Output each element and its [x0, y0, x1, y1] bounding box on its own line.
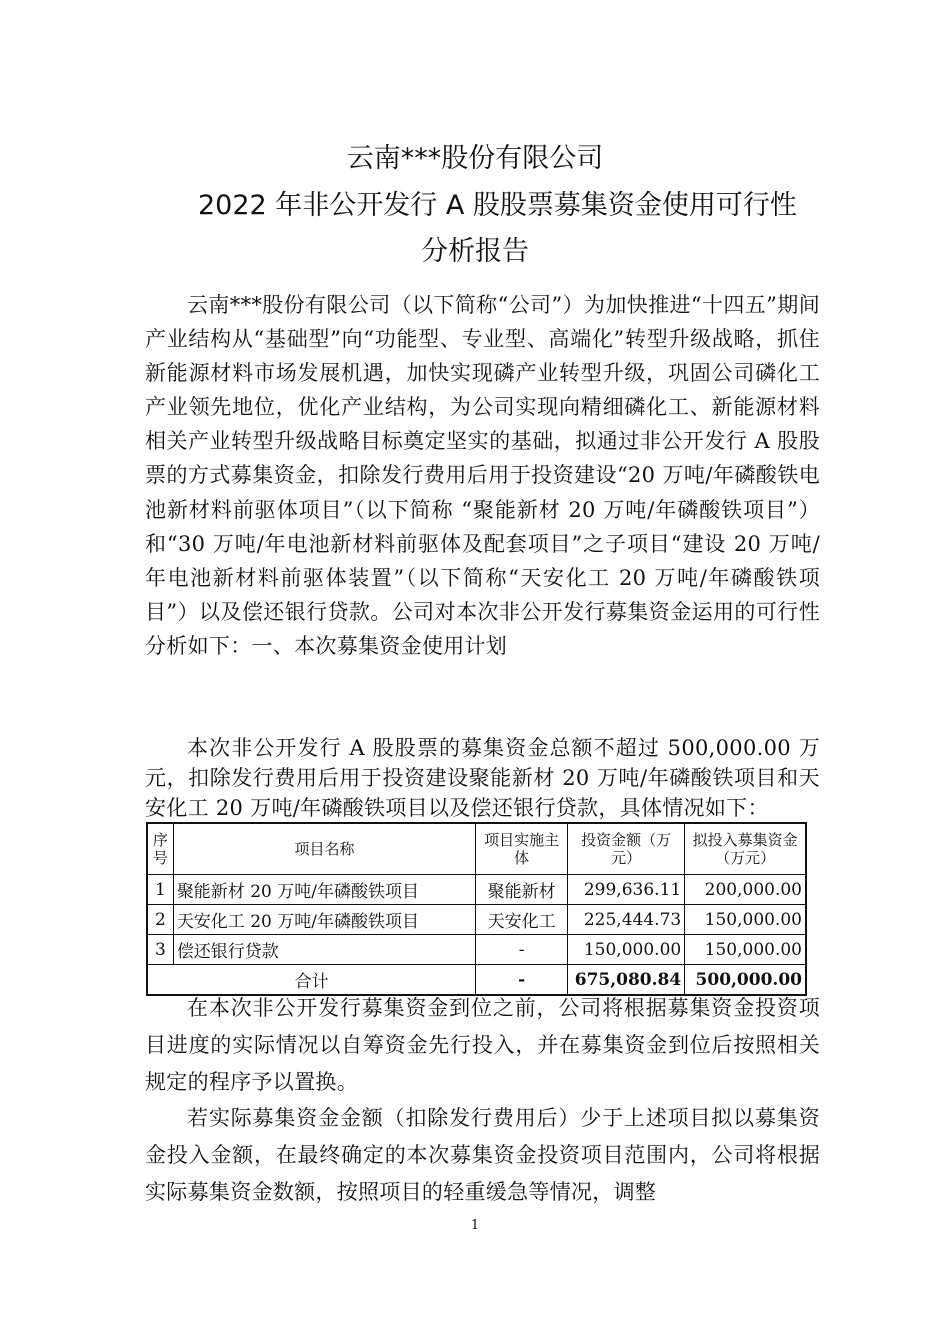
shortfall-paragraph: 若实际募集资金金额（扣除发行费用后）少于上述项目拟以募集资金投入金额，在最终确定的本次募集资金投资项目范围内，公司将根据实际募集资金数额，按照项目的轻重缓急等情况，调整: [145, 1106, 820, 1204]
plan-paragraph: 本次非公开发行 A 股股票的募集资金总额不超过 500,000.00 万元，扣除发行费用后用于投资建设聚能新材 20 万吨/年磷酸铁项目和天安化工 20 万吨/年磷酸铁项目以及偿还银行贷款，具体情况如下：: [145, 736, 820, 820]
page-number: 1: [470, 1218, 480, 1233]
total-planned-funds: 500,000.00: [685, 965, 806, 996]
row-investment: 150,000.00: [568, 935, 685, 965]
total-label: 合计: [147, 965, 476, 996]
row-implementer: -: [476, 935, 568, 965]
row-implementer: 聚能新材: [476, 875, 568, 905]
total-implementer: -: [476, 965, 568, 996]
header-implementer: 项目实施主体: [476, 823, 568, 875]
table-row: [147, 935, 806, 965]
total-investment: 675,080.84: [568, 965, 685, 996]
header-project-name: 项目名称: [173, 823, 475, 875]
row-investment: 299,636.11: [568, 875, 685, 905]
row-no: 3: [147, 935, 173, 965]
table-row: [147, 875, 806, 905]
table-header-row: [147, 823, 806, 875]
document-title-sub: 分析报告: [421, 236, 529, 267]
header-investment: 投资金额（万元）: [568, 823, 685, 875]
document-title-main: 2022 年非公开发行 A 股股票募集资金使用可行性: [198, 190, 797, 221]
header-no: 序号: [147, 823, 173, 875]
table-row: [147, 905, 806, 935]
header-planned-funds: 拟投入募集资金（万元）: [685, 823, 806, 875]
fund-usage-table: [146, 822, 807, 996]
row-project-name: 聚能新材 20 万吨/年磷酸铁项目: [173, 875, 475, 905]
row-project-name: 天安化工 20 万吨/年磷酸铁项目: [173, 905, 475, 935]
row-planned-funds: 150,000.00: [685, 905, 806, 935]
document-title-company: 云南***股份有限公司: [346, 143, 604, 174]
row-no: 1: [147, 875, 173, 905]
row-planned-funds: 200,000.00: [685, 875, 806, 905]
before-funds-paragraph: 在本次非公开发行募集资金到位之前，公司将根据募集资金投资项目进度的实际情况以自筹资金先行投入，并在募集资金到位后按照相关规定的程序予以置换。: [145, 996, 820, 1094]
row-project-name: 偿还银行贷款: [173, 935, 475, 965]
row-investment: 225,444.73: [568, 905, 685, 935]
row-planned-funds: 150,000.00: [685, 935, 806, 965]
intro-paragraph: 云南***股份有限公司（以下简称“公司”）为加快推进“十四五”期间产业结构从“基础型”向“功能型、专业型、高端化”转型升级战略，抓住新能源材料市场发展机遇，加快实现磷产业转型升级，巩固公司磷化工产业领先地位，优化产业结构，为公司实现向精细磷化工、新能源材料相关产业转型升级战略目标奠定坚实的基础，拟通过非公开发行 A 股股票的方式募集资金，扣除发行费用后用于投资建设“20 万吨/年磷酸铁电池新材料前驱体项目”（以下简称 “聚能新材 20 万吨/年磷酸铁项目”）和“30 万吨/年电池新材料前驱体及配套项目”之子项目“建设 20 万吨/年电池新材料前驱体装置”（以下简称“天安化工 20 万吨/年磷酸铁项目”）以及偿还银行贷款。公司对本次非公开发行募集资金运用的可行性分析如下：一、本次募集资金使用计划: [145, 293, 820, 658]
row-no: 2: [147, 905, 173, 935]
row-implementer: 天安化工: [476, 905, 568, 935]
